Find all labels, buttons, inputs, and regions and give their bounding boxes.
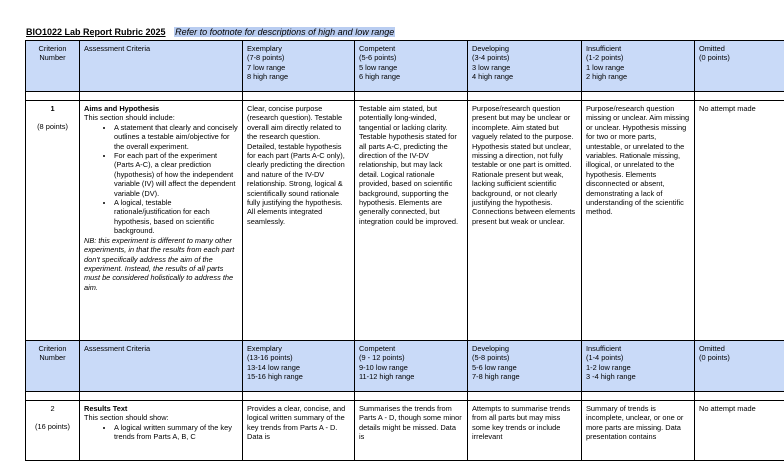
exemplary-descriptor: Clear, concise purpose (research question). Testable overall aim directly related to the research question. Detailed, testable hypothesis for each part (Parts A-C only), clearly predicting the direction and nature of the IV-DV relationship. Strong, logical & scientifically sound rationale fully justifying the hypothesis. All elements integrated seamlessly. [243, 101, 355, 341]
header-row [26, 41, 784, 92]
criteria-bullets [84, 423, 238, 442]
criterion-title: Results Text [84, 404, 238, 413]
insufficient-descriptor: Purpose/research question missing or unclear. Aim missing or unclear. Hypothesis missing for two or more parts, untestable, or unrelated to the variables. Rationale missing, illogical, or unrelated to the hypothesis. Elements disconnected or absent, demonstrating a lack of understanding of the scientific method. [582, 101, 695, 341]
omitted-descriptor: No attempt made [695, 101, 784, 341]
criterion-title: Aims and Hypothesis [84, 104, 238, 113]
criterion-row-results [26, 401, 784, 461]
omitted-header: Omitted (0 points) [695, 341, 784, 392]
criteria-bullets [84, 123, 238, 236]
list-item: • A logical written summary of the key trends from Parts A, B, C [114, 423, 238, 442]
assessment-criteria-header: Assessment Criteria [80, 341, 243, 392]
list-item: • A statement that clearly and concisely outlines a testable aim/objective for the overall experiment. [114, 123, 238, 151]
competent-descriptor: Testable aim stated, but potentially long-winded, tangential or lacking clarity. Testable hypothesis stated for all parts A-C, predicting the direction of the IV-DV relationship, but may lack detail. Logical rationale provided, based on scientific background, supporting the hypothesis. Elements are generally connected, but integration could be improved. [355, 101, 468, 341]
competent-descriptor: Summarises the trends from Parts A - D, though some minor details might be missed. Data is [355, 401, 468, 461]
rubric-title: BIO1022 Lab Report Rubric 2025 [26, 27, 166, 37]
omitted-descriptor: No attempt made [695, 401, 784, 461]
assessment-criteria-cell: Results Text This section should show: • A logical written summary of the key trends from Parts A, B, C [80, 401, 243, 461]
exemplary-header: Exemplary (7-8 points) 7 low range 8 high range [243, 41, 355, 92]
exemplary-descriptor: Provides a clear, concise, and logical written summary of the key trends from Parts A - D. Data is [243, 401, 355, 461]
criterion-number: 1 (8 points) [26, 101, 80, 341]
rubric-table [25, 40, 784, 461]
assessment-criteria-header: Assessment Criteria [80, 41, 243, 92]
criterion-number-header: Criterion Number [26, 341, 80, 392]
criterion-row-aims [26, 101, 784, 341]
developing-header: Developing (5-8 points) 5-6 low range 7-8 high range [468, 341, 582, 392]
competent-header: Competent (5-6 points) 5 low range 6 high range [355, 41, 468, 92]
header-row [26, 341, 784, 392]
developing-header: Developing (3-4 points) 3 low range 4 high range [468, 41, 582, 92]
list-item: • A logical, testable rationale/justification for each hypothesis, based on scientific background. [114, 198, 238, 236]
developing-descriptor: Purpose/research question present but may be unclear or incomplete. Aim stated but vaguely related to the purpose. Hypothesis stated but unclear, missing a direction, not fully testable or one part is omitted. Rationale present but weak, lacking sufficient scientific background, or not clearly justifying the hypothesis. Connections between elements present but weak or unclear. [468, 101, 582, 341]
competent-header: Competent (9 - 12 points) 9-10 low range 11-12 high range [355, 341, 468, 392]
footnote-reference: Refer to footnote for descriptions of high and low range [174, 27, 395, 37]
document-title [26, 26, 784, 38]
criterion-number-header: Criterion Number [26, 41, 80, 92]
insufficient-header: Insufficient (1-4 points) 1-2 low range 3 -4 high range [582, 341, 695, 392]
insufficient-descriptor: Summary of trends is incomplete, unclear, or one or more parts are missing. Data presentation contains [582, 401, 695, 461]
list-item: • For each part of the experiment (Parts A-C), a clear prediction (hypothesis) of how the independent variable (IV) will affect the dependent variable (DV). [114, 151, 238, 198]
criterion-number: 2 (16 points) [26, 401, 80, 461]
assessment-criteria-cell: Aims and Hypothesis This section should include: • A statement that clearly and concisely outlines a testable aim/objective for the overall experiment. • For each part of the experiment (Parts A-C), a clear prediction (hypothesis) of how the independent variable (IV) will affect the dependent variable (DV). • A logical, testable rationale/justification for each hypothesis, based on scientific background. NB: this experiment is different to many other experiments, in that the results from each part don't specifically address the aim of the experiment. Instead, the results of all parts must be considered holistically to address the aim. [80, 101, 243, 341]
exemplary-header: Exemplary (13-16 points) 13-14 low range 15-16 high range [243, 341, 355, 392]
nb-note: NB: this experiment is different to many other experiments, in that the results from each part don't specifically address the aim of the experiment. Instead, the results of all parts must be considered holistically to address the aim. [84, 236, 238, 292]
insufficient-header: Insufficient (1-2 points) 1 low range 2 high range [582, 41, 695, 92]
omitted-header: Omitted (0 points) [695, 41, 784, 92]
developing-descriptor: Attempts to summarise trends from all parts but may miss some key trends or include irrelevant [468, 401, 582, 461]
